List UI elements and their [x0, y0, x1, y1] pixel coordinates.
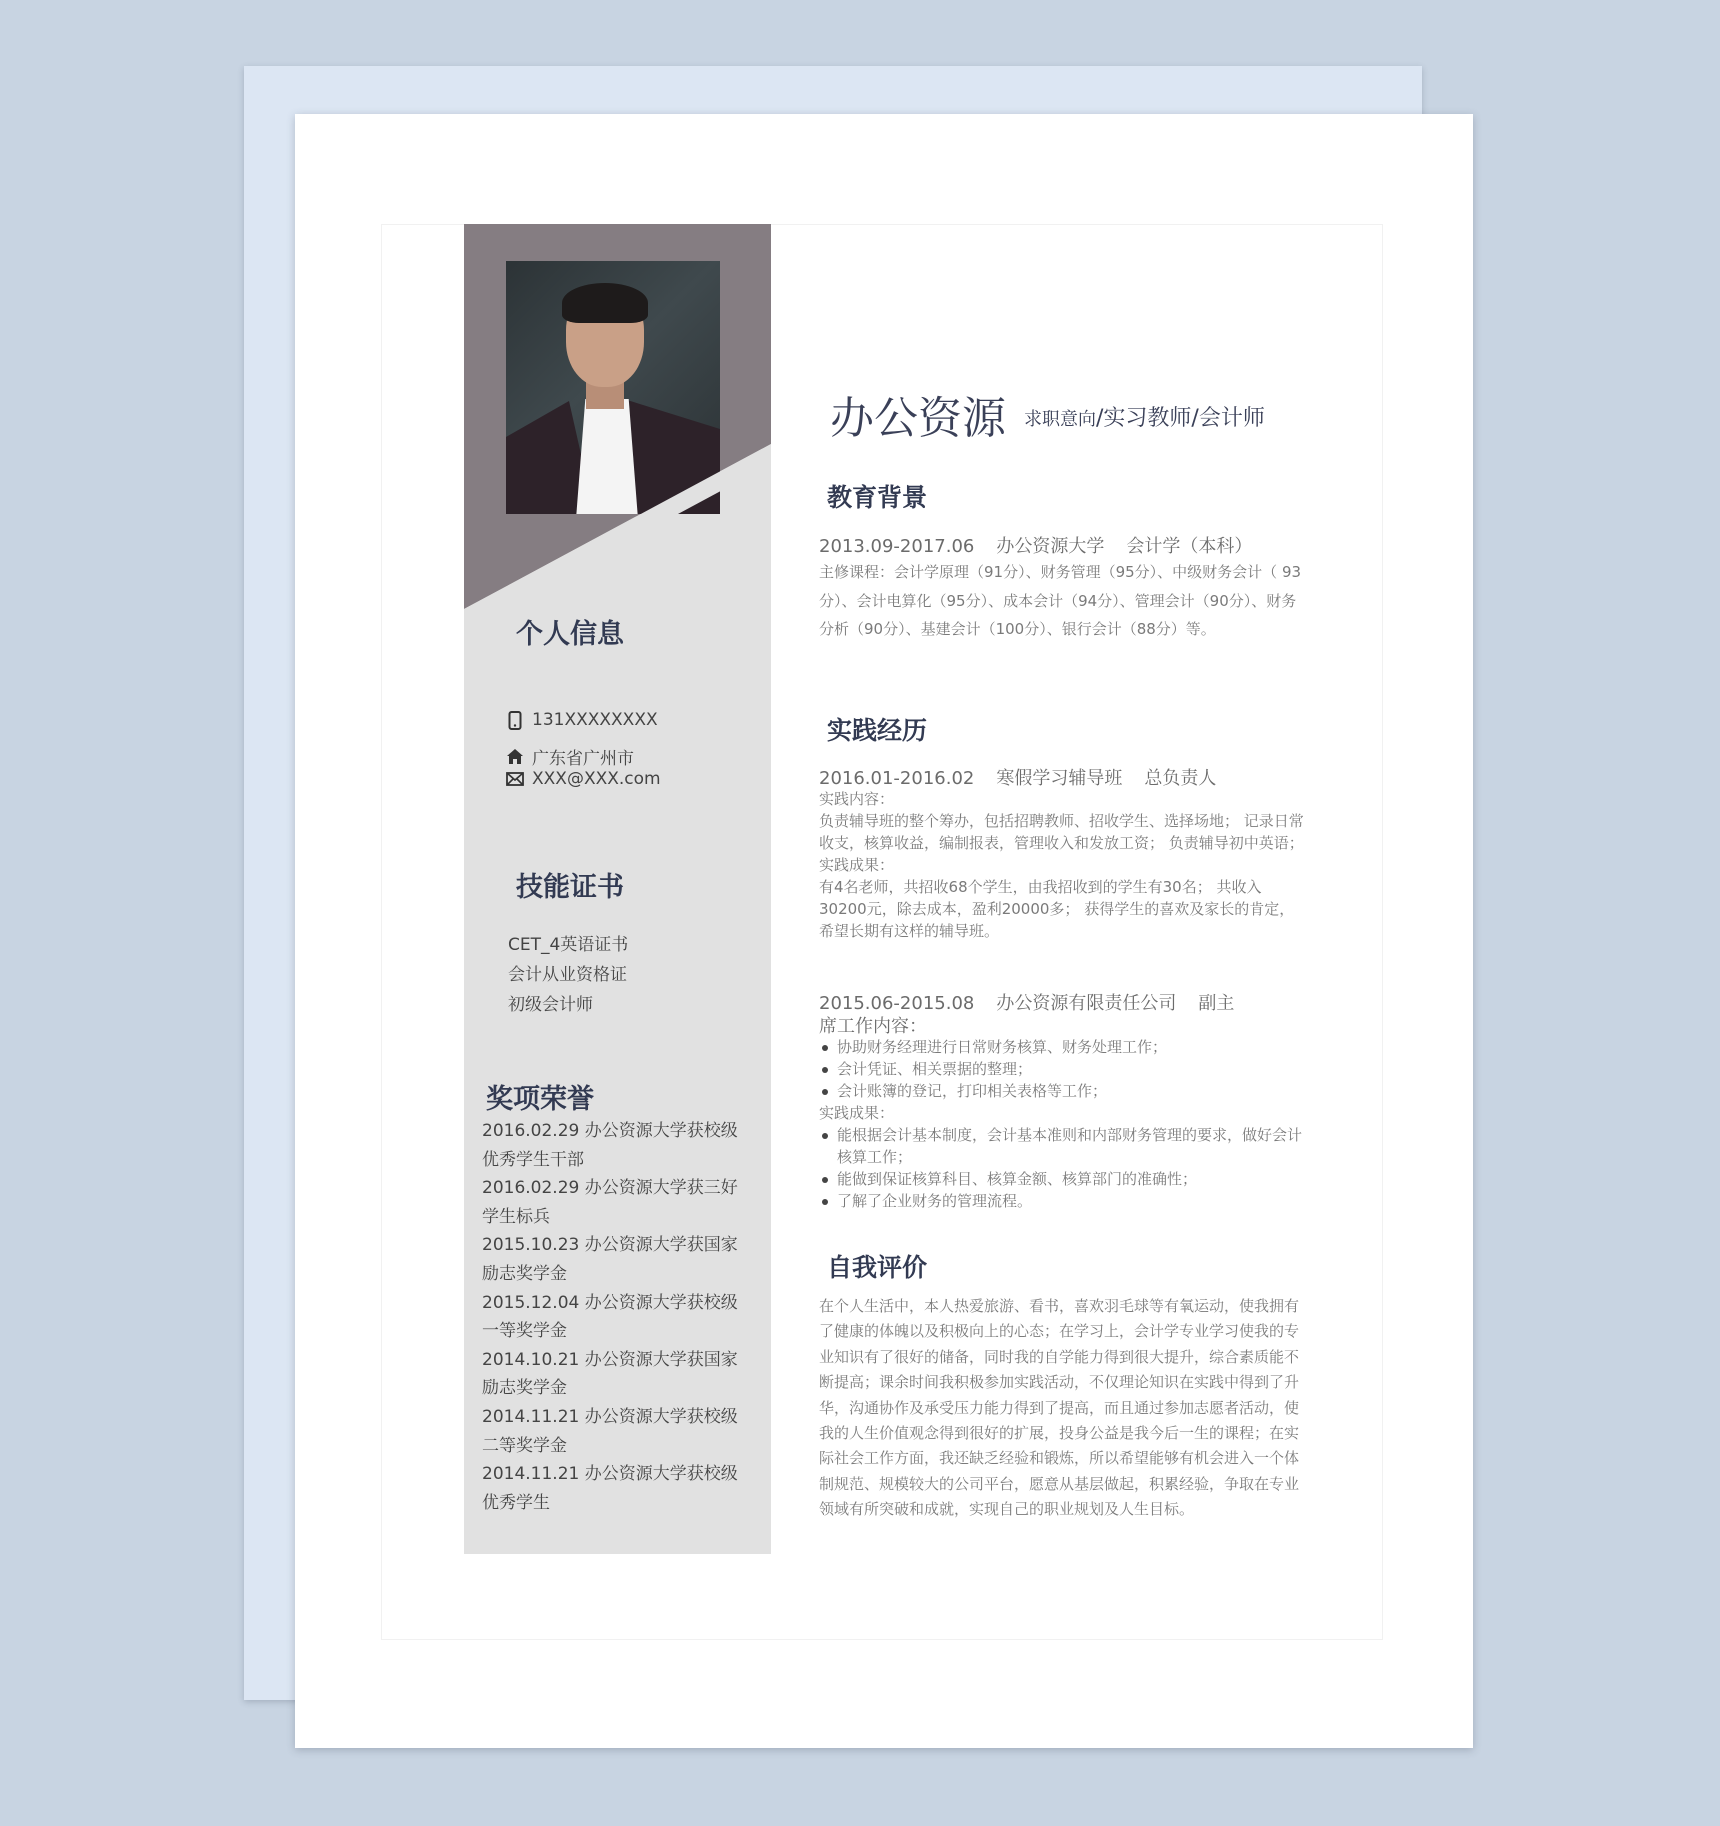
- intent-label: 求职意向: [1024, 409, 1096, 430]
- award-item: 2014.11.21 办公资源大学获校级二等奖学金: [482, 1406, 738, 1456]
- award-item: 2016.02.29 办公资源大学获校级优秀学生干部: [482, 1121, 738, 1170]
- education-period: 2013.09-2017.06: [819, 536, 975, 557]
- email-text: XXX@XXX.com: [532, 769, 661, 789]
- practice1-role: 总负责人: [1144, 768, 1217, 789]
- award-item: 2015.12.04 办公资源大学获校级一等奖学金: [482, 1292, 738, 1342]
- home-icon: [506, 748, 524, 766]
- education-school: 办公资源大学: [996, 536, 1105, 557]
- awards-title: 奖项荣誉: [486, 1084, 594, 1115]
- self-eval-text: 在个人生活中，本人热爱旅游、看书，喜欢羽毛球等有氧运动，使我拥有了健康的体魄以及积极向上的心态；在学习上，会计学专业学习使我的专业知识有了很好的储备，同时我的自学能力得到很大提升，综合素质能不断提高；课余时间我积极参加实践活动，不仅理论知识在实践中得到了升华，沟通协作及承受压力能力得到了提高，而且通过参加志愿者活动，使我的人生价值观念得到很好的扩展，投身公益是我今后一生的课程；在实际社会工作方面，我还缺乏经验和锻炼，所以希望能够有机会进入一个体制规范、规模较大的公司平台，愿意从基层做起，积累经验，争取在专业领域有所突破和成就，实现自己的职业规划及人生目标。: [819, 1297, 1300, 1519]
- practice-entry2-body: [819, 1036, 1306, 1212]
- skill-item: CET_4英语证书: [508, 935, 629, 955]
- job-intent: [1024, 401, 1265, 432]
- self-eval-title: 自我评价: [827, 1253, 928, 1282]
- practice1-period: 2016.01-2016.02: [819, 768, 975, 789]
- duty-item: 会计凭证、相关票据的整理；: [819, 1058, 1306, 1080]
- intent-value: /实习教师/会计师: [1096, 406, 1265, 431]
- contact-address: [506, 744, 634, 769]
- practice1-result-label: 实践成果：: [819, 856, 895, 874]
- practice2-org: 办公资源有限责任公司: [996, 993, 1177, 1014]
- award-item: 2015.10.23 办公资源大学获国家励志奖学金: [482, 1235, 738, 1284]
- address-text: 广东省广州市: [532, 749, 634, 769]
- practice2-role-cont: 席工作内容：: [819, 1016, 927, 1037]
- practice2-period: 2015.06-2015.08: [819, 993, 975, 1014]
- practice2-role: 副主: [1198, 993, 1235, 1014]
- education-title: 教育背景: [827, 483, 928, 512]
- contact-phone: [506, 710, 658, 730]
- education-courses: 主修课程：会计学原理（91分）、财务管理（95分）、中级财务会计（ 93分）、会计电算化（95分）、成本会计（94分）、管理会计（90分）、财务分析（90分）、基建会计（100分）、银行会计（88分）等。: [819, 563, 1302, 638]
- skills-title: 技能证书: [516, 872, 624, 903]
- practice-entry1-header: [819, 764, 1238, 790]
- resume-sheet: [295, 114, 1473, 1748]
- profile-photo: [506, 261, 720, 514]
- result-item: 能做到保证核算科目、核算金额、核算部门的准确性；: [819, 1168, 1306, 1190]
- practice2-duties: [819, 1036, 1306, 1102]
- award-item: 2014.11.21 办公资源大学获校级优秀学生: [482, 1464, 738, 1513]
- education-header: [819, 532, 1274, 558]
- practice1-org: 寒假学习辅导班: [996, 768, 1123, 789]
- result-item: 能根据会计基本制度，会计基本准则和内部财务管理的要求，做好会计核算工作；: [819, 1124, 1306, 1168]
- awards-list: [482, 1117, 744, 1517]
- contact-email: [506, 769, 661, 789]
- personal-info-title: 个人信息: [516, 619, 624, 650]
- phone-icon: [506, 711, 524, 729]
- candidate-name: 办公资源: [830, 393, 1006, 444]
- mail-icon: [506, 770, 524, 788]
- result-item: 了解了企业财务的管理流程。: [819, 1190, 1306, 1212]
- sidebar: [464, 224, 771, 1554]
- practice2-results: [819, 1124, 1306, 1212]
- education-major: 会计学（本科）: [1126, 536, 1253, 557]
- skill-item: 初级会计师: [508, 995, 593, 1015]
- duty-item: 协助财务经理进行日常财务核算、财务处理工作；: [819, 1036, 1306, 1058]
- practice2-result-label: 实践成果：: [819, 1104, 895, 1122]
- practice-title: 实践经历: [827, 716, 928, 745]
- skill-item: 会计从业资格证: [508, 965, 627, 985]
- duty-item: 会计账簿的登记，打印相关表格等工作；: [819, 1080, 1306, 1102]
- practice1-content: 负责辅导班的整个筹办，包括招聘教师、招收学生、选择场地； 记录日常收支，核算收益，编制报表，管理收入和发放工资； 负责辅导初中英语；: [819, 812, 1304, 852]
- phone-text: 131XXXXXXXX: [532, 710, 658, 730]
- practice-entry1-body: [819, 788, 1306, 942]
- practice1-content-label: 实践内容：: [819, 790, 895, 808]
- award-item: 2014.10.21 办公资源大学获国家励志奖学金: [482, 1349, 738, 1399]
- award-item: 2016.02.29 办公资源大学获三好学生标兵: [482, 1178, 738, 1227]
- practice1-result: 有4名老师，共招收68个学生，由我招收到的学生有30名； 共收入30200元，除去成本，盈利20000多； 获得学生的喜欢及家长的肯定，希望长期有这样的辅导班。: [819, 878, 1295, 940]
